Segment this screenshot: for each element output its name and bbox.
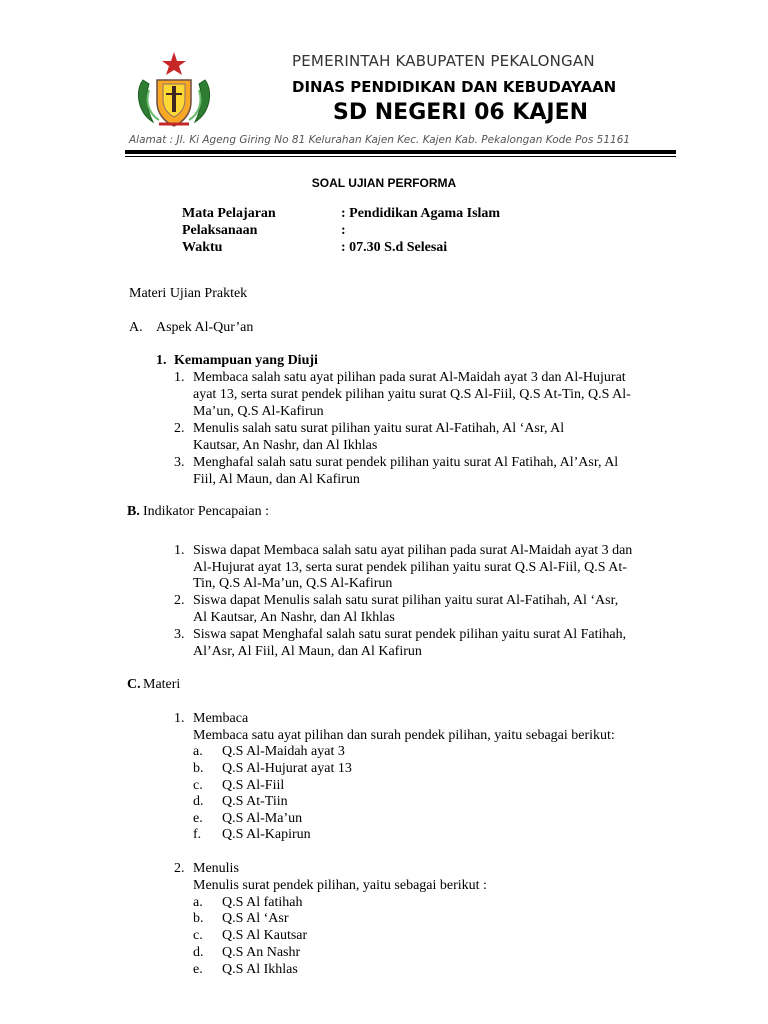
materi-group-intro: Membaca satu ayat pilihan dan surah pendek pilihan, yaitu sebagai berikut: [193,728,615,743]
materi-group-title: Membaca [193,711,249,726]
materi-item-text: Q.S Al-Hujurat ayat 13 [222,761,352,776]
materi-item-letter: e. [193,962,203,977]
materi-item-text: Q.S Al-Maidah ayat 3 [222,744,345,759]
section-a-item-line: Membaca salah satu ayat pilihan pada surat Al-Maidah ayat 3 dan Al-Hujurat [193,370,626,385]
materi-group-intro: Menulis surat pendek pilihan, yaitu sebagai berikut : [193,878,487,893]
section-b-item-line: Al-Hujurat ayat 13, serta surat pendek pilihan yaitu surat Q.S Al-Fiil, Q.S At- [193,560,627,575]
section-a-item-number: 1. [174,370,185,385]
materi-item-text: Q.S Al-Kapirun [222,827,311,842]
section-b-item-number: 1. [174,543,185,558]
section-a-title: Aspek Al-Qur’an [156,320,254,335]
document-title: SOAL UJIAN PERFORMA [311,176,457,190]
section-a-item-number: 3. [174,455,185,470]
section-a-item-line: Kautsar, An Nashr, dan Al Ikhlas [193,438,378,453]
materi-item-letter: a. [193,744,203,759]
section-c-title: Materi [143,677,181,692]
section-a-sub-number: 1. [156,353,167,368]
section-b-title: Indikator Pencapaian : [143,504,269,519]
info-time-value: : 07.30 S.d Selesai [341,240,448,255]
info-time-label: Waktu [182,240,223,255]
materi-item-letter: d. [193,794,204,809]
header-department: DINAS PENDIDIKAN DAN KEBUDAYAAN [292,78,617,96]
section-a-sub-title: Kemampuan yang Diuji [174,353,318,368]
info-subject-value: : Pendidikan Agama Islam [341,206,501,221]
materi-item-text: Q.S An Nashr [222,945,301,960]
materi-item-letter: c. [193,928,203,943]
materi-item-letter: b. [193,761,204,776]
materi-group-title: Menulis [193,861,239,876]
section-b-item-number: 3. [174,627,185,642]
materi-item-letter: d. [193,945,204,960]
materi-heading: Materi Ujian Praktek [129,286,248,301]
materi-group-number: 1. [174,711,185,726]
section-a-item-number: 2. [174,421,185,436]
materi-item-text: Q.S Al-Fiil [222,778,285,793]
section-b-item-line: Al’Asr, Al Fiil, Al Maun, dan Al Kafirun [193,644,422,659]
letterhead-thick-rule [125,150,676,154]
section-b-item-line: Tin, Q.S Al-Ma’un, Q.S Al-Kafirun [193,576,393,591]
materi-item-text: Q.S Al Ikhlas [222,962,298,977]
header-address: Alamat : Jl. Ki Ageng Giring No 81 Kelurahan Kajen Kec. Kajen Kab. Pekalongan Kode Pos 51161 [129,134,631,146]
materi-group-number: 2. [174,861,185,876]
materi-item-text: Q.S Al fatihah [222,895,303,910]
section-a-letter: A. [129,320,143,335]
letterhead-thin-rule [125,156,676,157]
materi-item-letter: e. [193,811,203,826]
materi-item-letter: f. [193,827,202,842]
info-schedule-label: Pelaksanaan [182,223,258,238]
header-government: PEMERINTAH KABUPATEN PEKALONGAN [292,52,595,70]
section-b-item-line: Siswa dapat Membaca salah satu ayat pilihan pada surat Al-Maidah ayat 3 dan [193,543,633,558]
info-schedule-value: : [341,223,346,238]
regency-crest-logo [133,50,215,130]
section-c-letter: C. [127,677,141,692]
section-b-item-line: Siswa dapat Menulis salah satu surat pilihan yaitu surat Al-Fatihah, Al ‘Asr, [193,593,619,608]
materi-item-text: Q.S Al ‘Asr [222,911,289,926]
section-a-item-line: Ma’un, Q.S Al-Kafirun [193,404,324,419]
materi-item-text: Q.S Al-Ma’un [222,811,303,826]
section-b-item-line: Al Kautsar, An Nashr, dan Al Ikhlas [193,610,395,625]
section-b-item-line: Siswa sapat Menghafal salah satu surat pendek pilihan yaitu surat Al Fatihah, [193,627,627,642]
materi-item-text: Q.S At-Tiin [222,794,288,809]
materi-item-letter: b. [193,911,204,926]
section-a-item-line: Menghafal salah satu surat pendek pilihan yaitu surat Al Fatihah, Al’Asr, Al [193,455,619,470]
materi-item-letter: c. [193,778,203,793]
materi-item-text: Q.S Al Kautsar [222,928,308,943]
section-b-letter: B. [127,504,140,519]
materi-item-letter: a. [193,895,203,910]
section-a-item-line: Fiil, Al Maun, dan Al Kafirun [193,472,360,487]
section-a-item-line: ayat 13, serta surat pendek pilihan yaitu surat Q.S Al-Fiil, Q.S At-Tin, Q.S Al- [193,387,631,402]
section-b-item-number: 2. [174,593,185,608]
info-subject-label: Mata Pelajaran [182,206,276,221]
header-school-name: SD NEGERI 06 KAJEN [333,100,589,125]
section-a-item-line: Menulis salah satu surat pilihan yaitu surat Al-Fatihah, Al ‘Asr, Al [193,421,565,436]
